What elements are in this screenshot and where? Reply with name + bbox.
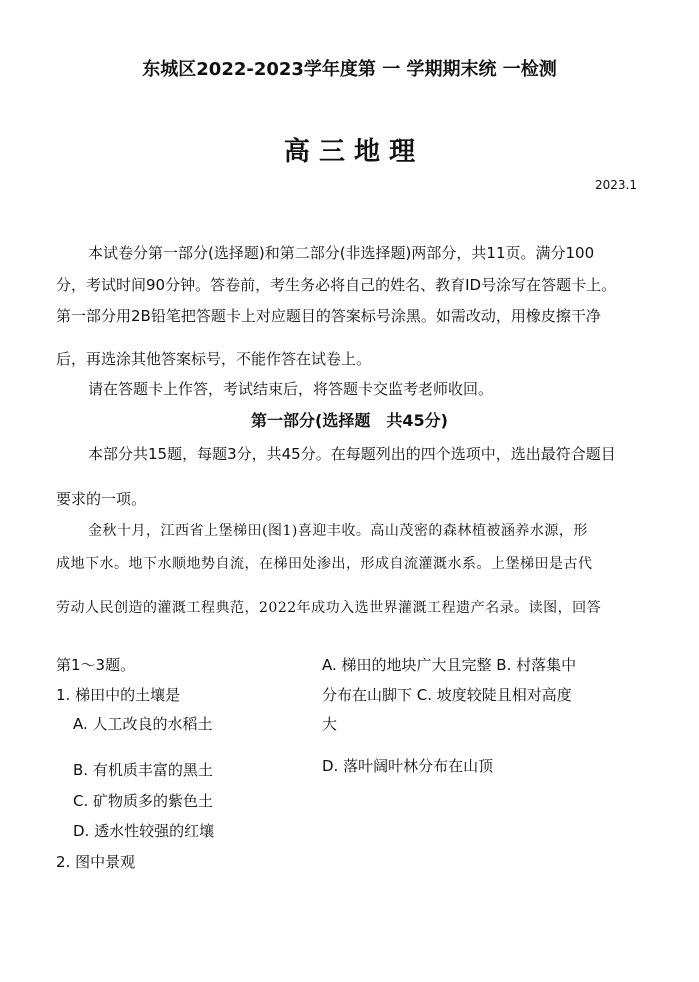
section-intro-line: 本部分共15题，每题3分，共45分。在每题列出的四个选项中，选出最符合题目 — [88, 445, 616, 463]
option-b: B. 有机质丰富的黑土 — [73, 761, 213, 779]
question-stem: 2. 图中景观 — [56, 853, 136, 871]
exam-title: 东城区2022-2023学年度第 一 学期期末统 一检测 — [142, 59, 557, 80]
subject-title: 高 三 地 理 — [283, 137, 416, 167]
material-line: 第1～3题。 — [56, 656, 136, 674]
material-line: 金秋十月，江西省上堡梯田(图1)喜迎丰收。高山茂密的森林植被涵养水源，形 — [88, 523, 588, 539]
section-heading: 第一部分(选择题 共45分) — [251, 411, 448, 430]
instructions-line: 第一部分用2B铅笔把答题卡上对应题目的答案标号涂黑。如需改动，用橡皮擦干净 — [56, 307, 601, 325]
option-a-line: 大 — [322, 715, 338, 733]
instructions-line: 分，考试时间90分钟。答卷前，考生务必将自己的姓名、教育ID号涂写在答题卡上。 — [56, 276, 617, 294]
question-stem: 1. 梯田中的土壤是 — [56, 686, 181, 704]
option-a-line: A. 梯田的地块广大且完整 B. 村落集中 — [322, 656, 577, 674]
section-intro-line: 要求的一项。 — [56, 490, 147, 508]
instructions-line: 请在答题卡上作答，考试结束后，将答题卡交监考老师收回。 — [88, 380, 494, 398]
exam-date: 2023.1 — [595, 178, 637, 192]
option-a: A. 人工改良的水稻土 — [73, 715, 213, 733]
option-a-line: 分布在山脚下 C. 坡度较陡且相对高度 — [322, 686, 572, 704]
option-d: D. 落叶阔叶林分布在山顶 — [322, 757, 494, 775]
option-c: C. 矿物质多的紫色土 — [73, 792, 214, 810]
material-line: 劳动人民创造的灌溉工程典范，2022年成功入选世界灌溉工程遗产名录。读图，回答 — [56, 600, 602, 616]
material-line: 成地下水。地下水顺地势自流，在梯田处渗出，形成自流灌溉水系。上堡梯田是古代 — [56, 556, 593, 572]
instructions-line: 后，再选涂其他答案标号，不能作答在试卷上。 — [56, 350, 372, 368]
option-d: D. 透水性较强的红壤 — [73, 822, 215, 840]
instructions-line: 本试卷分第一部分(选择题)和第二部分(非选择题)两部分，共11页。满分100 — [88, 244, 595, 262]
